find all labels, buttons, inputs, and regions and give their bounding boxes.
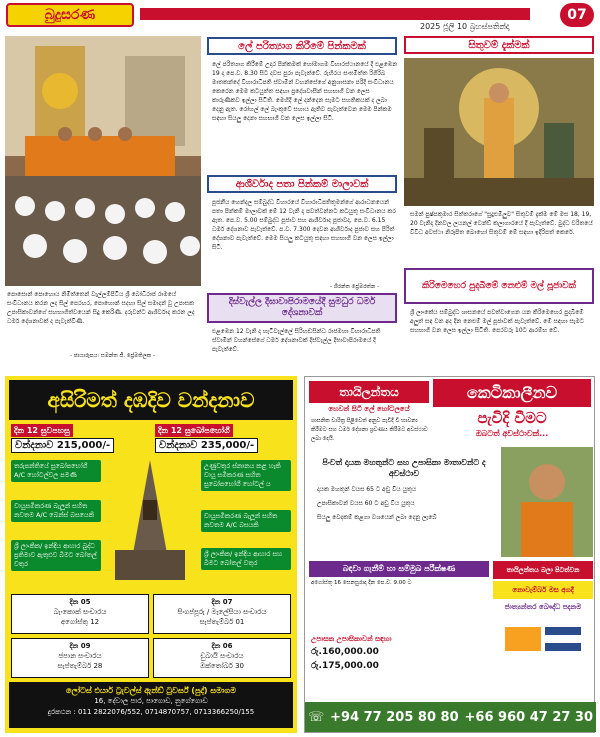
tour2-price: වන්දනාව 235,000/- [155, 438, 258, 453]
price-label: උපාසක උපාසිකාවන් සඳහා [311, 635, 392, 643]
pilgrimage-ad-footer [9, 682, 293, 728]
company-phone: දුරකථන : 011 2822076/552, 0714870757, 0713366250/155 [47, 708, 255, 716]
article-blessing-body: පූජනීය හෙන්දල සම්බුද්ධ විහාරයේ විහාරාධිපතිතුමන්ගේ ආරාධනයෙන් පතා පින්කම් මාලාවක් මේ 12 වැනි දා පවත්වන්නට කටයුතු සංවිධානය කර ඇත. පෙ.ව. 5.00 සම්බුද්ධ පූජාව සහ ආශීර්වාද පූජාවද, පෙ.ව. 6.15 ධර්ම දේශනාව පැවැත්වේ. ප.ව. 7.300 දෙවන ආශීර්වාද පූජාව සහ පිරිත් දේශනාව පැවැත්වේ. මෙම සියලු කටයුතු සඳහා සහභාගී වන ලෙස ඉල්ලා සිටී. [212, 199, 396, 251]
pilgrimage-ad-title: අසිරිමත් දඹදිව වන්දනාව [9, 380, 293, 420]
tour-date-group: සිංගප්පූරු / මැලේසියා සංචාරය [177, 608, 267, 616]
article-blood-donation-title: ලේ පරිත්‍යාග කිරීමේ පින්කමක් [207, 37, 397, 55]
temple-illustration [105, 460, 195, 580]
price-1: රු.160,000.00 [311, 647, 379, 657]
tour-date-group: බැංකොක් සංචාරය [53, 608, 107, 616]
foundation-name: ජාත්‍යන්තර බෞද්ධ පදනම [504, 603, 582, 611]
photo-caption: පොසොන් පොහොය නිමිත්තෙන් වැල්ලම්පිටිය ශ්‍රී බෝධිරාජ රාමයේ සංවිධානය කරන ලද සිල් පෙරහර, පොහොන් සදහා සිල් සමාදන් වූ උපාසක උපාසිකාවන්ගේ සහභාගිත්වයෙන් සිදු කෙරිණි. දරුවන්ට ආශිර්වාද කරන ලද ධර්ම දේශනාවක් ද පැවැත්විණි. [7, 291, 195, 325]
ordination-ad [304, 376, 595, 733]
departure-month: නොවැම්බර් මස අගදී [493, 581, 593, 599]
interview-banner: බඳවා ගැනීම් හා සම්මුඛ පරීක්ෂණ [309, 561, 489, 577]
tour-date-date: සැප්තැම්බර් 01 [199, 618, 245, 626]
newspaper-logo: බුදුසරණ [6, 3, 134, 27]
tour1-price: වන්දනාව 215,000/- [11, 438, 114, 453]
tour-date-date: සැප්තැම්බර් 28 [57, 662, 103, 670]
monk-photo [501, 447, 593, 557]
phone-number-lk: +94 77 205 80 80 [330, 709, 459, 725]
tour-date-cell [153, 594, 291, 634]
whatsapp-icon: ☏ [307, 709, 325, 725]
tour2-feature: වායුසමීකරණ බැලූන් සහිත නවතම A/C බසයකි [201, 510, 291, 532]
short-term-title: කෙටිකාලීනව [433, 379, 591, 407]
interview-date: අගෝස්තු 16 සෙනසුරාදා දින පෙ.ව. 9.00 ට [311, 580, 412, 586]
tour-date-days: දින 07 [211, 598, 233, 606]
tour-date-cell [11, 638, 149, 678]
article-blessing-title: ආශීර්වාද පතා පින්කම් මාලාවක් [207, 175, 397, 193]
article-blood-donation-body: ලේ පරිත්‍යාග කිරීමේ උදාර පින්කමක් හෝමාගම විහාරස්ථානයේ දී එළඹෙන 19 දා පෙ.ව. 8.30 සිට දවස පුරා පැවැත්වේ. රුහිරය සංඝමිත්ත රිගිරිඛ මාතකන්දේ විහාරාධිපති ස්වාමීන් වහන්සේගේ අනුශාසනා පරිදි සංවිධානය කෙරෙන මෙම කටයුත්ත සඳහා ප්‍රදේශවාසීන් සහභාගී වන ලෙස කාරුණිකව ඉල්ලා සිටිති. මෙහිදී ලේ දන්දෙන සැමට සහතිකයක් ද ලබා දෙනු ඇත. රෝහල් ලේ බැංකුවේ සහාය ඇතිව පැවැත්වෙන මෙම පින්කම සඳහා සියලු දෙනා සහභාගී වන ලෙස ඉල්ලා සිටී. [212, 61, 398, 122]
ordination-title: පැවිදි වීමට [477, 409, 547, 427]
departure-label: තායිලන්තය බලා පිටත්වන [493, 561, 593, 579]
tour-date-days: දින 05 [69, 598, 91, 606]
tour-date-group: ජපාන සංචාරය [58, 652, 102, 660]
company-name: ලෝටස් එයාර් ට්‍රැවල්ස් ඇන්ඩ් ටුවර්ස් (පුද්) සමාගම [66, 686, 236, 695]
tour-date-date: අගෝස්තු 12 [60, 618, 100, 626]
thailand-title: තායිලන්තය [309, 381, 429, 403]
lotus-offering-title: කිරිමෙහෙර පුදබිමේ නෙළුම් මල් පූජාවක් [404, 268, 594, 304]
requirement-3: සියලු වෙදකම් කළගා වශයෙන් ලබා දෙනු ලැබේ [317, 514, 437, 521]
requirement-2: උපාසිකාවන් වයස 60 ට අඩු විය යුතුය [317, 500, 415, 507]
buddha-painting [404, 58, 594, 206]
header-bar [140, 8, 530, 20]
article-blessing-credit: - ශිරන්ත ප්‍රේමරත්න - [330, 284, 380, 290]
tour-date-days: දින 09 [69, 642, 91, 650]
photo-credit: - ඡායාරූපය: සමන්ත ජී. ප්‍රේමතිලක - [70, 353, 155, 359]
article-sermon-body: එළඹෙන 12 වැනි දා හැටිවැල්ලේ සිරිහඬසින්ධ රාජමහා විහාරාධිපති ස්වාමීන් වහන්සේගේ ධර්ම දේශනාවක් දිස්වැල්ල දීඝාවාපිරාමයේ දී පැවැත්වේ. [212, 328, 381, 353]
company-address: 16, දේවාල පාර, පාගොඩ, නුගේගොඩ [94, 697, 208, 705]
tour-date-date: ඔක්තෝබර් 30 [200, 662, 244, 670]
page-header [0, 0, 600, 30]
ceremony-photo-art [5, 36, 201, 286]
article-sermon-title: දිස්වැල්ල දීඝාවාපිරාමයේදී සුමධුර ධර්ම දේශනාවක් [207, 293, 397, 323]
offer-text: පිංවත් දායක මහතුන්ට සහ උපාසිකා මාතාවන්ට ද අවස්ථාව [322, 458, 486, 478]
hotel-subtitle: හෙවන් සිටි ලේ හෝටලයේ [328, 405, 410, 413]
ordination-description: ශාසනික චාරිත්‍ර පිළිවෙත් අනුව පැවිදි වී භාවනා කිරීමට සහ ධර්ම දේශනා ශ්‍රවණය කිරීමට අවස්ථාව ලබා දෙයි. [311, 418, 428, 442]
painting-exhibition-title: සිතුවම් දැක්මක් [404, 36, 594, 54]
tour-date-cell [153, 638, 291, 678]
pilgrimage-ad [5, 376, 297, 733]
tour2-days: දින 12 සුඛෝපභෝගී [155, 424, 233, 437]
flags-icon [505, 627, 585, 657]
tour-date-cell [11, 594, 149, 634]
ceremony-photo [5, 36, 201, 286]
requirement-1: දායක මහතුන් වයස 65 ට අඩු විය යුතුය [317, 486, 417, 493]
tour1-feature: තරුපන්තියේ සුඛෝපභෝගී A/C හෝටල්වල පමණි [11, 460, 101, 482]
page-number: 07 [560, 3, 594, 27]
tour2-feature: උණුවතුර ස්නානය කළ හැකි වායු සමීකරණ සහිත සුඛෝපභෝගී හෝටල් ය [201, 460, 291, 491]
tour1-feature: වායුසමීකරණ බැලූන් සහිත නවතම A/C බෙන්ස් බසයෙකි [11, 500, 101, 522]
opportunity-subtitle: ඔබටත් අවස්ථාවක්... [475, 429, 549, 438]
phone-number-th: +66 960 47 27 30 [464, 709, 594, 725]
tour1-feature: ශ්‍රී ලාංකික/ ඉන්දිය ආහාර බුද්ධ ප්‍රතිමාව ඇතුළුව බීමට බෝතල් වතුර [11, 540, 101, 571]
tour1-days: දින 12 සුවපහසු [11, 424, 73, 437]
tour-date-group: ඩුබායි සංචාරය [200, 652, 244, 660]
tour2-feature: ශ්‍රී ලාංකික/ ඉන්දිය ආහාර සහ බීමට බෝතල් වතුර [201, 548, 291, 570]
tour-date-days: දින 06 [211, 642, 233, 650]
issue-date: 2025 ජූලි 10 බ්‍රහස්පතින්දා [420, 22, 510, 31]
buddha-painting-art [404, 58, 594, 206]
price-2: රු.175,000.00 [311, 661, 379, 671]
painting-exhibition-caption: සමන් පුෂ්පකුමාර සිත්තරාගේ "සුදුළුමිලුව" සිතුවම් දැක්ම මේ මස 18, 19, 20 වැනිදා දිනවල ලයනල් වෙන්ඩ් කලාගාරයේ දී පැවැත්වේ. බුද්ධ චරිතයේ විවිධ අවස්ථා නිරූපිත බොහෝ සිතුවම් මේ සඳහා ඉදිරිපත් කෙරේ. [410, 211, 593, 236]
contact-strip [305, 702, 596, 732]
lotus-offering-body: ශ්‍රී ලාංකේය සම්බුද්ධ ශාසනයේ පවත්වාගෙන යන කිරිමෙහෙර පුදබිමේ අලුත් සඳ වන අද දින නෙළුම් මල් පූජාවක් පැවැත්වේ. මේ සඳහා සැමට සහභාගී වන ලෙස ඉල්ලා සිටිති. පෙරවරු 10ට ආරම්භ වේ. [410, 309, 585, 334]
